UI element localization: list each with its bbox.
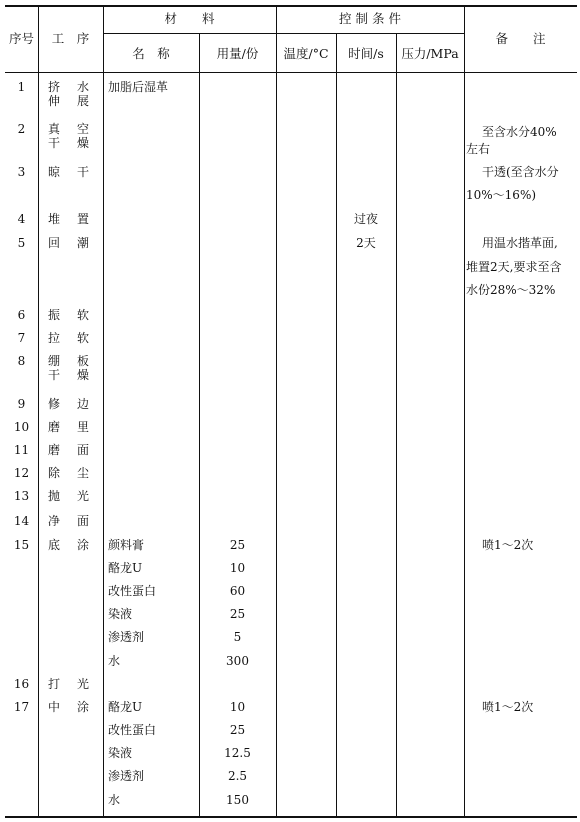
col-rule-2 [103,5,104,817]
material-name: 渗透剂 [108,630,145,644]
header-conditions: 控 制 条 件 [339,11,401,26]
header-material-qty: 用量/份 [216,46,259,61]
material-qty: 25 [229,538,246,552]
remark-line: 10%～16%) [466,188,537,202]
col-rule-5 [336,34,337,817]
row-number: 4 [17,212,26,226]
material-name: 酪龙U [108,700,143,714]
process-table: 序号 工 序 材 料 名 称 用量/份 控 制 条 件 温度/°C 时间/s 压力/MPa 备 注 1 2 3 4 5 6 7 8 9 10 11 12 13 14 15 16 17 挤 水 伸 展 真 空 干 燥 晾 干 堆 置 回 潮 振 软 拉 软 绷 板 干 燥 修 边 磨 里 磨 面 除 尘 抛 光 净 面 底 涂 打 光 中 涂 加脂后湿革 过夜 2天 至含水分40% 左右 干透(至含水分 10%～16%) 用温水揩革面, 堆置2天,要求至含 水份28%～32% 喷1～2次 喷1～2次 颜料膏 25 酪龙U 10 改性蛋白 60 染液 25 渗透剂 5 水 300 酪龙U 10 改性蛋白 25 染液 12.5 渗透剂 2.5 水 150 [0,0,580,822]
row-number: 11 [13,443,30,457]
material-name: 改性蛋白 [108,723,157,737]
material-qty: 2.5 [227,769,248,783]
remark-line: 喷1～2次 [482,700,534,714]
material-name: 酪龙U [108,561,143,575]
header-remarks: 备 注 [495,31,546,46]
header-material-name: 名 称 [132,46,170,61]
row-number: 3 [17,165,26,179]
material-qty: 150 [226,793,249,807]
header-process: 工 序 [51,31,90,46]
col-rule-4 [276,5,277,817]
material-name: 加脂后湿革 [108,80,169,94]
header-sub-rule [103,33,464,34]
header-pressure: 压力/MPa [401,46,459,61]
remark-line: 用温水揩革面, [482,236,558,250]
material-name: 染液 [108,746,133,760]
header-seq: 序号 [8,31,34,46]
row-number: 15 [13,538,30,552]
header-materials: 材 料 [164,11,215,26]
row-number: 2 [17,122,26,136]
row-number: 8 [17,354,26,368]
material-qty: 10 [229,561,246,575]
material-name: 染液 [108,607,133,621]
col-rule-7 [464,5,465,817]
remark-line: 左右 [466,142,491,156]
header-temperature: 温度/°C [283,46,329,61]
row-number: 7 [17,331,26,345]
material-qty: 12.5 [224,746,251,760]
remark-line: 堆置2天,要求至含 [466,260,562,274]
material-name: 颜料膏 [108,538,145,552]
material-qty: 5 [233,630,242,644]
row-number: 13 [13,489,30,503]
material-name: 渗透剂 [108,769,145,783]
material-name: 水 [108,793,121,807]
row-number: 10 [13,420,30,434]
row-number: 16 [13,677,30,691]
row-number: 17 [13,700,30,714]
material-qty: 25 [229,607,246,621]
material-name: 改性蛋白 [108,584,157,598]
row-number: 9 [17,397,26,411]
material-name: 水 [108,654,121,668]
time-value: 过夜 [353,212,378,226]
material-qty: 10 [229,700,246,714]
material-qty: 25 [229,723,246,737]
remark-line: 喷1～2次 [482,538,534,552]
row-number: 5 [17,236,26,250]
remark-line: 至含水分40% [482,125,557,139]
table-bottom-rule [5,816,577,818]
material-qty: 60 [229,584,246,598]
remark-line: 干透(至含水分 [482,165,559,179]
remark-line: 水份28%～32% [466,283,556,297]
col-rule-1 [38,5,39,817]
col-rule-6 [396,34,397,817]
row-number: 14 [13,514,30,528]
row-number: 12 [13,466,30,480]
time-value: 2天 [356,236,376,250]
header-bottom-rule [5,72,577,73]
table-top-rule [5,5,577,7]
material-qty: 300 [226,654,249,668]
row-number: 1 [17,80,26,94]
row-number: 6 [17,308,26,322]
header-time: 时间/s [348,46,384,61]
